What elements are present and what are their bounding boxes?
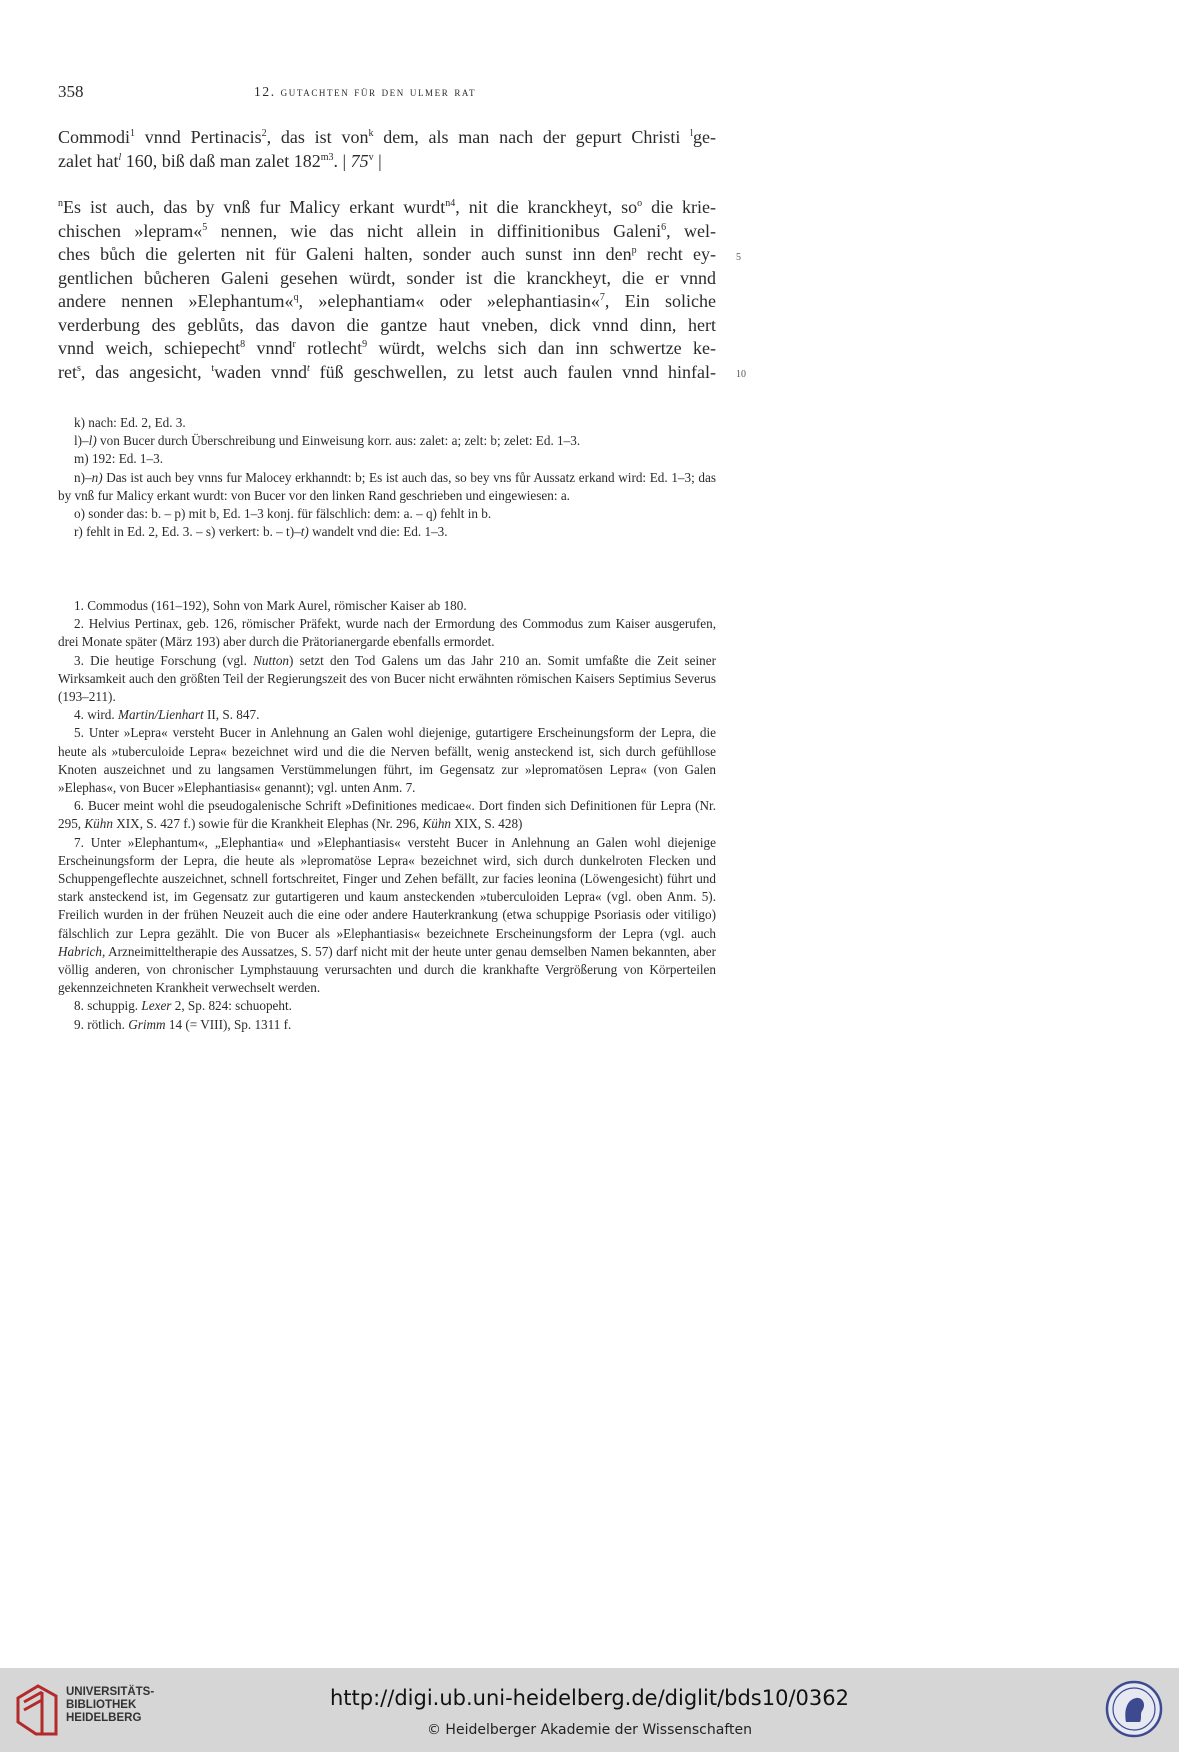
copyright-notice: © Heidelberger Akademie der Wissenschaften: [426, 1722, 752, 1738]
text-line: $^n$Es ist auch, das by vnß fur Malicy erkant wurdt$^{n4}$, nit die kranckheyt, $so^o$ die krie-: [58, 197, 717, 217]
margin-line-number: 10: [736, 369, 746, 380]
commentary-note: 1. Commodus (161–192), Sohn von Mark Aurel, römischer Kaiser ab 180.: [74, 598, 467, 613]
page-number: 358: [58, 82, 84, 101]
text-line: verderbung des geblůts, das davon die gantze haut vneben, dick vnnd dinn, hert: [58, 314, 716, 335]
apparatus-entry: n)–n) Das ist auch bey vnns fur Malocey erkhanndt: b; Es ist auch das, so bey vns fůr Aussatz erkand wird: Ed. 1–3; das by vnß fur Malicy erkant wurdt: von Bucer vor den linken Rand geschrieben und eingewiesen: a.: [58, 469, 716, 503]
academy-seal-icon[interactable]: [1104, 1678, 1164, 1740]
apparatus-entry: m) 192: Ed. 1–3.: [74, 451, 164, 467]
commentary-note: 8. schuppig. Lexer 2, Sp. 824: schuopeht.: [74, 998, 292, 1014]
commentary-note: 7. Unter »Elephantum«, „Elephantia« und »Elephantiasis« versteht Bucer in Anlehnung an Galen wohl diejenige Erscheinungsform der Lepra, die heute als »lepromatöse Lepra« bezeichnet wird, sich durch dunkelroten Flecken und Schuppengeflechte auszeichnet, schnell fortschreitet, Finger und Zehen befällt, zur facies leonina (Löwengesicht) führt und stark ansteckend ist, im Gegensatz zur gutartigeren und kaum ansteckenden »tuberculoiden Lepra« (vgl. oben Anm. 5). Freilich wurden in der frühen Neuzeit auch die eine oder andere Hauterkrankung (etwa schuppige Psoriasis oder vitiligo) fälschlich zur Lepra gezählt. Die von Bucer als »Elephantiasis« bezeichnete Erscheinungsform der Lepra (vgl. auch Habrich, Arzneimitteltherapie des Aussatzes, S. 57) darf nicht mit der heute unter genau demselben Namen bekannten, aber völlig anderen, von chronischer Lymphstauung verursachten und durch die krankhafte Vergrößerung von Körperteilen gekennzeichneten Krankheit verwechselt werden.: [58, 834, 716, 996]
main-text: [58, 126, 716, 384]
critical-apparatus: [58, 414, 716, 541]
text-line: Commodi$^1$ vnnd Pertinacis$^2$, das ist von$^k$ dem, als man nach der gepurt Christi $^l$ge-: [58, 127, 716, 147]
paragraph-continuation: [58, 126, 716, 173]
permalink-url[interactable]: http://digi.ub.uni-heidelberg.de/diglit/bds10/0362: [330, 1686, 849, 1710]
commentary-note: 6. Bucer meint wohl die pseudogalenische Schrift »Definitiones medicae«. Dort finden sich Definitionen für Lepra (Nr. 295, Kühn XIX, S. 427 f.) sowie für die Krankheit Elephas (Nr. 296, Kühn XIX, S. 428): [58, 798, 716, 832]
digital-library-footer: [0, 1668, 1179, 1752]
text-line: vnnd weich, schiepecht$^8$ vnnd$^r$ rotlecht$^9$ würdt, welchs sich dan inn schwertze ke-: [58, 338, 717, 358]
commentary-note: 2. Helvius Pertinax, geb. 126, römischer Präfekt, wurde nach der Ermordung des Commodus zum Kaiser ausgerufen, drei Monate später (März 193) aber durch die Prätorianergarde ebenfalls ermordet.: [58, 616, 716, 650]
margin-line-number: 5: [736, 252, 741, 263]
commentary-note: 4. wird. Martin/Lienhart II, S. 847.: [74, 707, 260, 723]
apparatus-entry: l)–l) von Bucer durch Überschreibung und Einweisung korr. aus: zalet: a; zelt: b; zelet: Ed. 1–3.: [74, 433, 581, 449]
commentary-note: 9. rötlich. Grimm 14 (= VIII), Sp. 1311 f.: [74, 1016, 292, 1032]
ub-logo-text: UNIVERSITÄTS- BIBLIOTHEK HEIDELBERG: [66, 1686, 155, 1724]
paragraph-malicy: [58, 196, 716, 384]
text-line: ret$^s$, das angesicht, $^t$waden vnnd$^t$ füß geschwellen, zu letst auch faulen vnnd hinfal-: [58, 361, 717, 382]
apparatus-entry: r) fehlt in Ed. 2, Ed. 3. – s) verkert: b. – t)–t) wandelt vnd die: Ed. 1–3.: [74, 524, 448, 540]
text-line: chischen »lepram«$^5$ nennen, wie das nicht allein in diffinitionibus Galeni$^6$, wel-: [58, 220, 717, 241]
commentary-note: 5. Unter »Lepra« versteht Bucer in Anlehnung an Galen wohl diejenige, gutartigere Erscheinungsform der Lepra, die heute als »tuberculoide Lepra« bezeichnet wird und die die Nerven befällt, wenig ansteckend ist, sich durch gefühllose Knoten auszeichnet und zu langsamen Verstümmelungen führt, im Gegensatz zur »lepromatösen Lepra« (von Galen »Elephas«, von Bucer »Elephantiasis« genannt); vgl. unten Anm. 7.: [58, 725, 716, 796]
running-title: 12. gutachten für den ulmer rat: [254, 84, 477, 99]
text-line: gentlichen bůcheren Galeni gesehen würdt, sonder ist die kranckheyt, die er vnnd: [58, 267, 716, 288]
commentary-notes: [58, 597, 716, 1034]
text-line: ches bůch die gelerten nit für Galeni halten, sonder auch sunst inn den$^p$ recht ey-: [58, 244, 716, 264]
commentary-note: 3. Die heutige Forschung (vgl. Nutton) setzt den Tod Galens um das Jahr 210 an. Somit umfaßte die Zeit seiner Wirksamkeit auch den größten Teil der Regierungszeit des von Bucer nicht erwähnten römischen Kaisers Septimius Severus (193–211).: [58, 652, 716, 705]
text-line: andere nennen »Elephantum«$^q$, »elephantiam« oder »elephantiasin«$^7$, Ein soliche: [58, 291, 716, 311]
text-line: zalet hat$^l$ 160, biß daß man zalet $182^{m3}$. | 75$^v$ |: [58, 150, 382, 171]
apparatus-entry: o) sonder das: b. – p) mit b, Ed. 1–3 konj. für fälschlich: dem: a. – q) fehlt in b.: [74, 506, 492, 522]
apparatus-entry: k) nach: Ed. 2, Ed. 3.: [74, 415, 186, 430]
